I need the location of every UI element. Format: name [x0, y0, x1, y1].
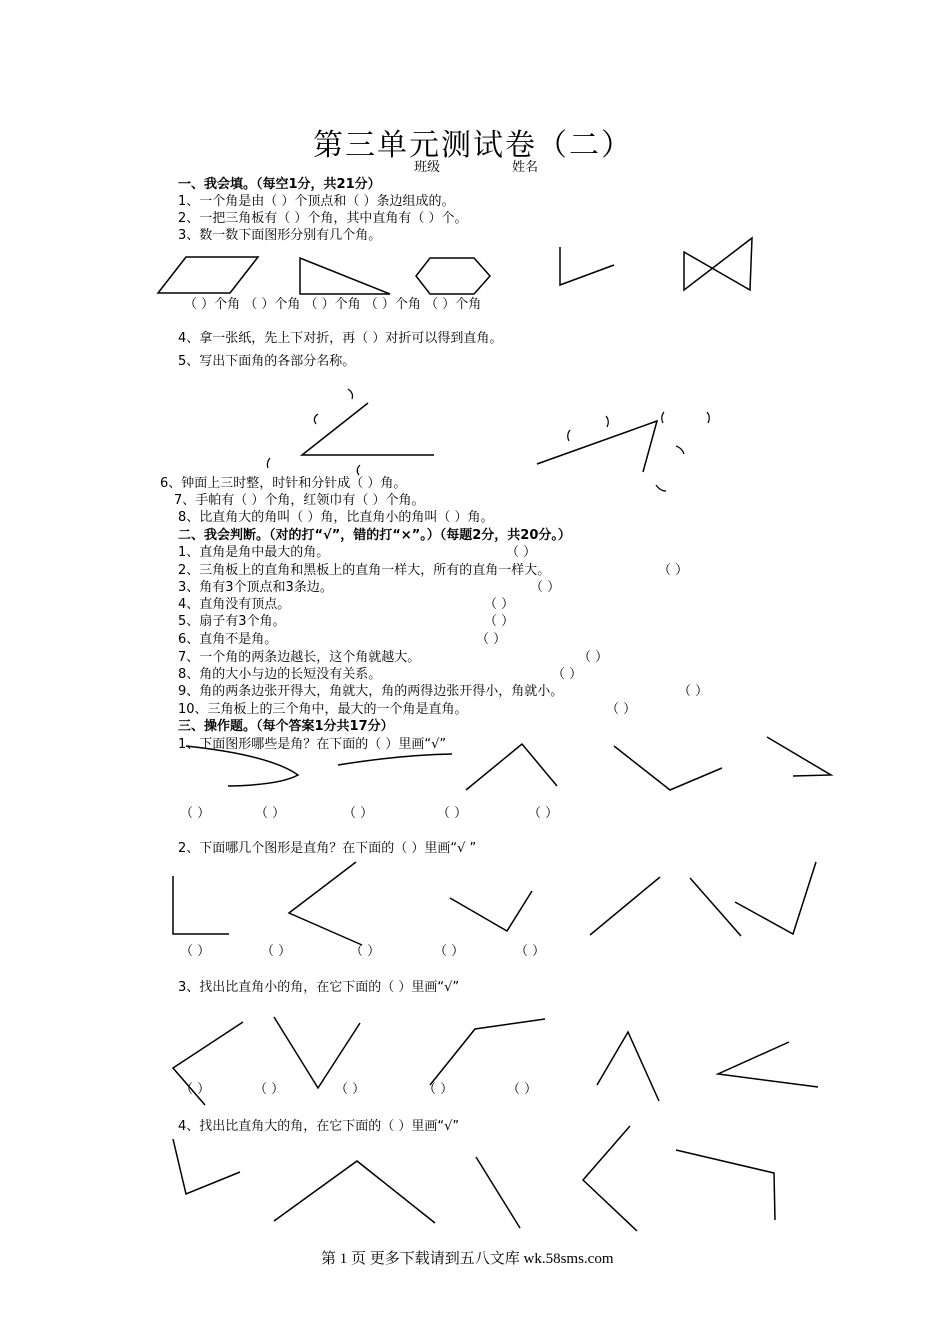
s1-count-answers: （ ）个角 （ ）个角 （ ）个角 （ ）个角 （ ）个角: [184, 297, 482, 312]
name-label: 姓名: [512, 160, 539, 175]
judge-item: 2、三角板上的直角和黑板上的直角一样大，所有的直角一样大。: [178, 563, 551, 578]
parallelogram-shape: [158, 257, 258, 293]
answer-paren[interactable]: （ ）: [528, 806, 559, 821]
angle-figure: [430, 1019, 545, 1085]
label-arc: [707, 412, 709, 423]
angle-figure: [583, 1126, 637, 1231]
hexagon-shape: [416, 258, 490, 294]
answer-paren[interactable]: （ ）: [434, 944, 465, 959]
s3-q2: 2、下面哪几个图形是直角？在下面的（ ）里画“√ ”: [178, 841, 477, 856]
judge-item: 9、角的两条边张开得大，角就大，角的两得边张开得小，角就小。: [178, 684, 564, 699]
angle-figure: [274, 1161, 435, 1223]
judge-item: 7、一个角的两条边越长，这个角就越大。: [178, 650, 421, 665]
answer-paren[interactable]: （ ）: [180, 1082, 211, 1097]
judge-item: 3、角有3个顶点和3条边。: [178, 580, 333, 595]
s1-q4: 4、拿一张纸，先上下对折，再（ ）对折可以得到直角。: [178, 331, 503, 346]
answer-paren[interactable]: （ ）: [180, 944, 211, 959]
s1-q5: 5、写出下面角的各部分名称。: [178, 354, 356, 369]
angle-figure-1: [302, 403, 434, 455]
judge-item: 8、角的大小与边的长短没有关系。: [178, 667, 382, 682]
judge-item: 5、扇子有3个角。: [178, 614, 286, 629]
bowtie-shape: [684, 238, 752, 290]
angle-figure: [466, 744, 557, 790]
angle-figure: [718, 1042, 818, 1087]
judge-item: 6、直角不是角。: [178, 632, 278, 647]
angle-figure: [289, 862, 362, 945]
label-arc: [606, 416, 608, 427]
s3-q3: 3、找出比直角小的角，在它下面的（ ）里画“√”: [178, 980, 460, 995]
answer-paren[interactable]: （ ）: [350, 944, 381, 959]
answer-paren[interactable]: （ ）: [423, 1082, 454, 1097]
s3-q4: 4、找出比直角大的角，在它下面的（ ）里画“√”: [178, 1119, 460, 1134]
angle-figure: [173, 1022, 243, 1105]
answer-paren[interactable]: （ ）: [515, 944, 546, 959]
section2-heading: 二、我会判断。（对的打“√”，错的打“×”。）（每题2分，共20分。）: [178, 528, 571, 543]
angle-figure: [690, 878, 741, 936]
answer-paren[interactable]: （ ）: [678, 684, 709, 699]
angle-figure: [590, 877, 660, 935]
s1-q2: 2、一把三角板有（ ）个角，其中直角有（ ）个。: [178, 211, 468, 226]
answer-paren[interactable]: （ ）: [335, 1082, 366, 1097]
s3-q1: 1、下面图形哪些是角？在下面的（ ）里画“√”: [178, 737, 447, 752]
right-angle-figure: [173, 876, 229, 934]
angle-figure: [767, 737, 831, 776]
section1-heading: 一、我会填。（每空1分，共21分）: [178, 177, 381, 192]
s1-q7: 7、手帕有（ ）个角，红领巾有（ ）个角。: [174, 493, 425, 508]
answer-paren[interactable]: （ ）: [437, 806, 468, 821]
angle-figure: [614, 746, 722, 790]
answer-paren[interactable]: （ ）: [530, 580, 561, 595]
open-curve-figure: [338, 754, 452, 765]
label-arc: [662, 412, 664, 423]
answer-paren[interactable]: （ ）: [507, 1082, 538, 1097]
curve-figure: [186, 746, 298, 786]
answer-paren[interactable]: （ ）: [484, 614, 515, 629]
judge-item: 1、直角是角中最大的角。: [178, 545, 330, 560]
s1-q8: 8、比直角大的角叫（ ）角，比直角小的角叫（ ）角。: [178, 510, 494, 525]
s1-q1: 1、一个角是由（ ）个顶点和（ ）条边组成的。: [178, 194, 455, 209]
label-arc: [267, 458, 270, 468]
right-angle-figure: [735, 862, 816, 934]
s1-q3: 3、数一数下面图形分别有几个角。: [178, 228, 382, 243]
section3-heading: 三、操作题。（每个答案1分共17分）: [178, 719, 394, 734]
angle-figure: [173, 1139, 240, 1194]
answer-paren[interactable]: （ ）: [476, 632, 507, 647]
judge-item: 4、直角没有顶点。: [178, 597, 291, 612]
answer-paren[interactable]: （ ）: [658, 563, 689, 578]
answer-paren[interactable]: （ ）: [255, 806, 286, 821]
label-arc: [348, 389, 353, 399]
angle-figure: [476, 1157, 520, 1228]
answer-paren[interactable]: （ ）: [578, 650, 609, 665]
answer-paren[interactable]: （ ）: [506, 545, 537, 560]
judge-item: 10、三角板上的三个角中，最大的一个角是直角。: [178, 702, 468, 717]
class-label: 班级: [414, 160, 441, 175]
angle-figure: [597, 1032, 659, 1101]
angle-figure: [676, 1150, 775, 1220]
right-triangle-shape: [300, 258, 390, 294]
label-arc: [357, 465, 360, 475]
angle-shape: [560, 247, 614, 285]
answer-paren[interactable]: （ ）: [180, 806, 211, 821]
s1-q6: 6、钟面上三时整，时针和分针成（ ）角。: [160, 476, 407, 491]
label-arc: [656, 485, 666, 491]
answer-paren[interactable]: （ ）: [606, 702, 637, 717]
answer-paren[interactable]: （ ）: [261, 944, 292, 959]
angle-figure: [450, 891, 532, 931]
label-arc: [568, 430, 570, 441]
answer-paren[interactable]: （ ）: [484, 597, 515, 612]
answer-paren[interactable]: （ ）: [343, 806, 374, 821]
angle-figure: [274, 1017, 360, 1088]
label-arc: [314, 414, 318, 424]
page-footer: 第 1 页 更多下载请到五八文库 wk.58sms.com: [321, 1251, 614, 1267]
angle-figure-2: [537, 421, 657, 472]
answer-paren[interactable]: （ ）: [254, 1082, 285, 1097]
page-title: 第三单元测试卷（二）: [313, 128, 633, 163]
label-arc: [676, 446, 684, 454]
answer-paren[interactable]: （ ）: [552, 667, 583, 682]
